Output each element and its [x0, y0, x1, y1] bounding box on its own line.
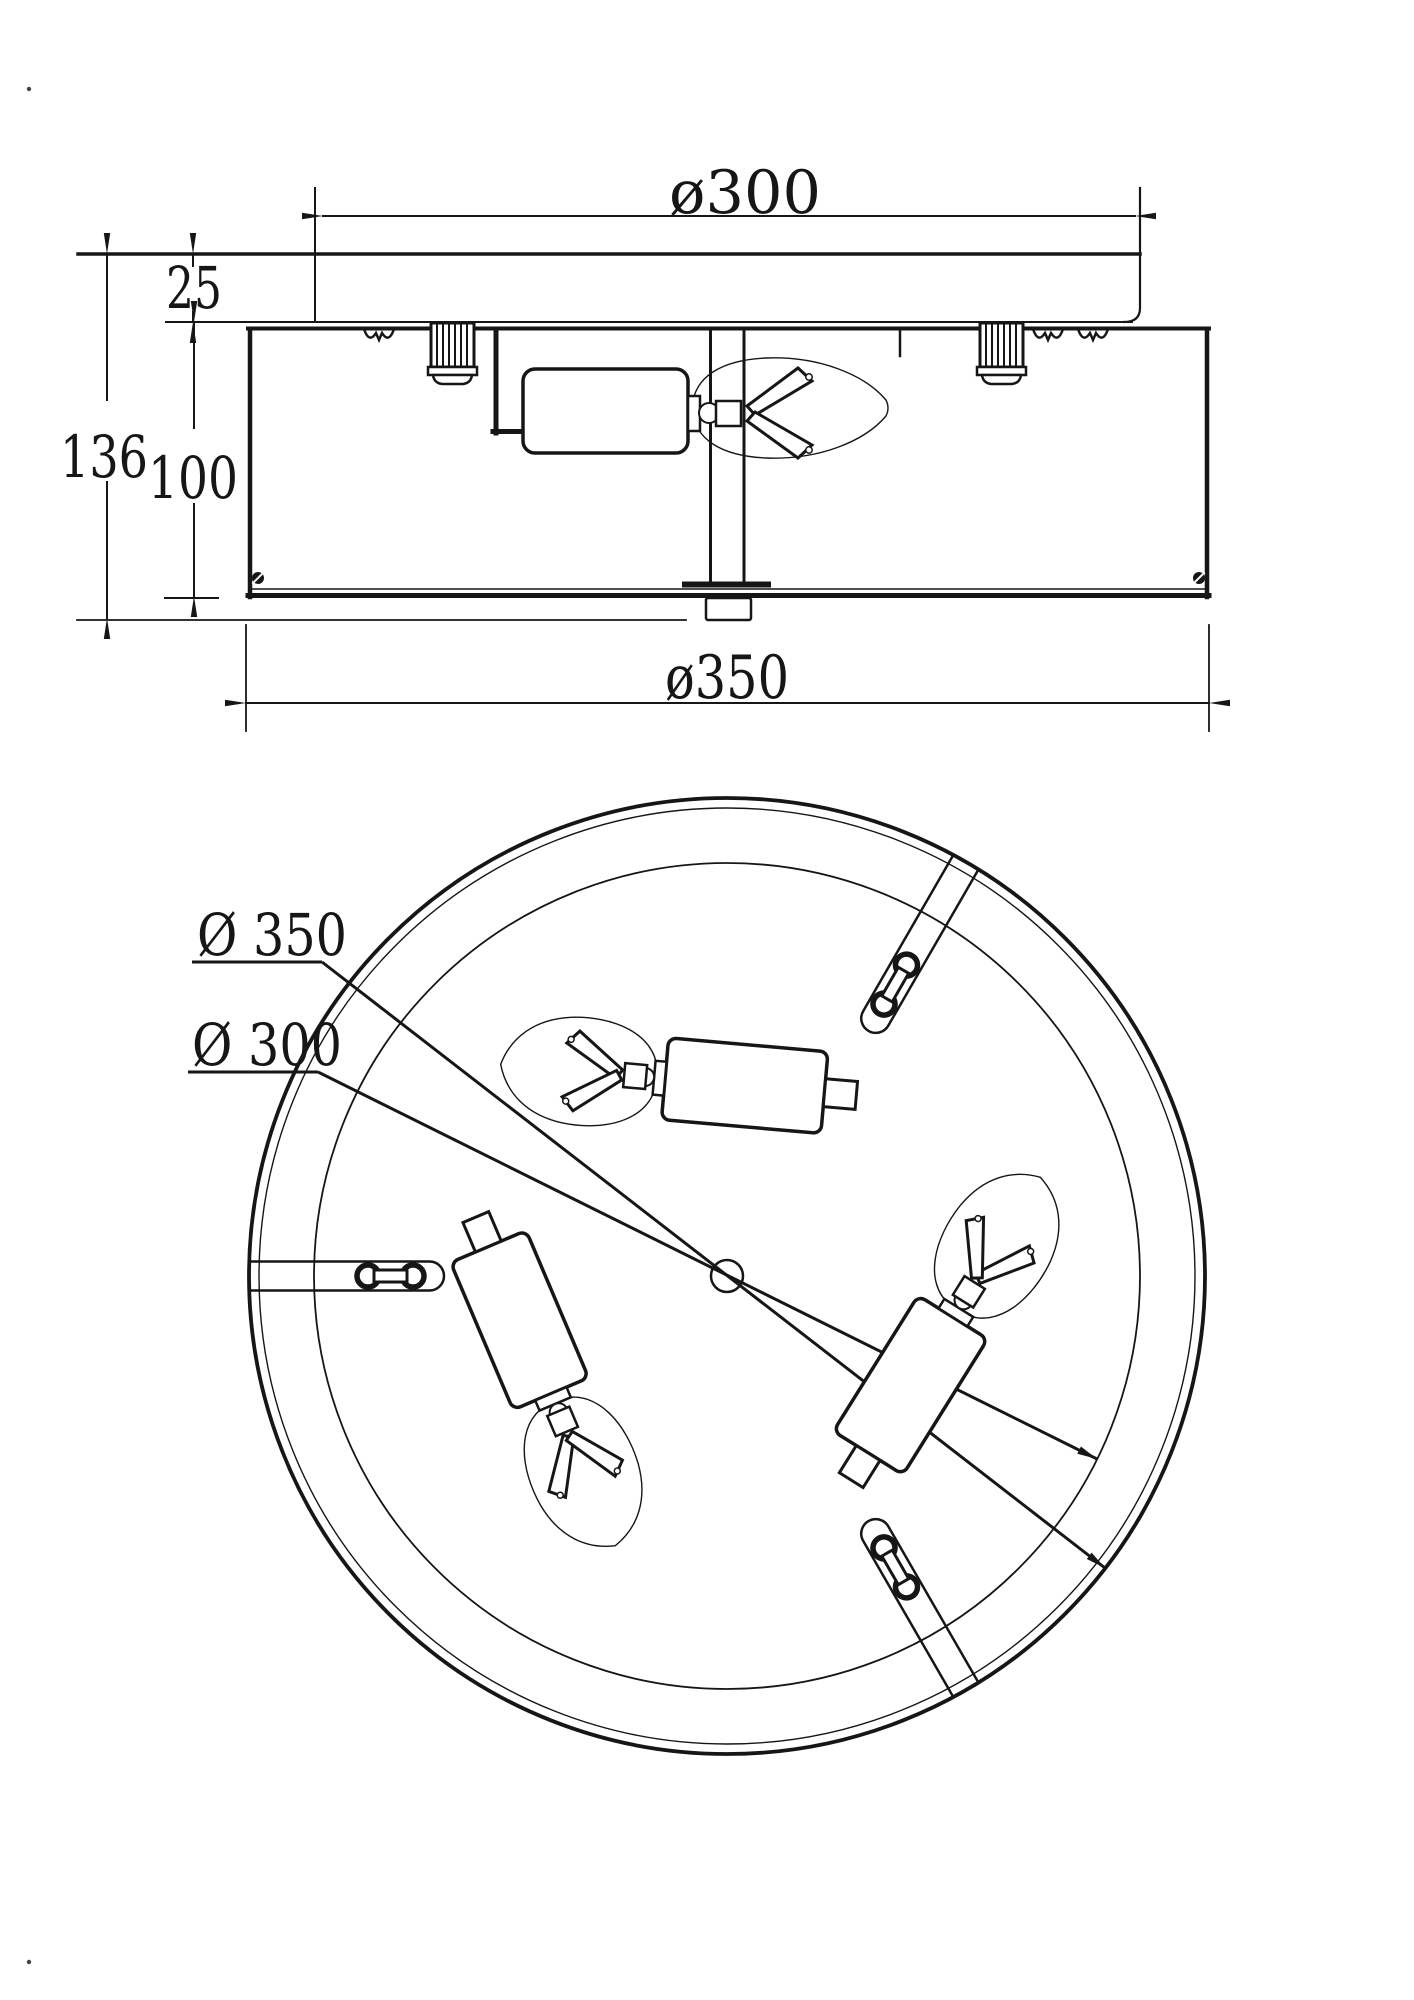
leader-inner-diameter: [188, 1072, 1097, 1459]
leader-arrowhead: [1077, 1447, 1097, 1460]
shade-corner-screw-left: [252, 572, 264, 584]
socket-box: [523, 369, 688, 453]
clip-right-a: [1033, 329, 1063, 340]
side-view: [60, 158, 1209, 731]
dim-label-bottom-diameter: ø350: [665, 643, 789, 713]
mount-slot-bottom: [856, 1514, 979, 1697]
label-outer-diameter: Ø 350: [197, 901, 347, 969]
dim-label-total-height: 136: [60, 423, 148, 491]
central-lamp: [493, 329, 888, 458]
label-inner-diameter: Ø 300: [192, 1011, 342, 1079]
corner-dot-top: [27, 87, 31, 91]
corner-dot-bottom: [27, 1960, 31, 1964]
mount-slot-left: [249, 1262, 444, 1291]
dim-canopy-height: [166, 254, 222, 322]
lamp-top: [496, 1011, 861, 1150]
mount-slot-top-right: [856, 855, 979, 1038]
lamp-holder-left: [428, 323, 477, 384]
dim-label-shade-height: 100: [148, 444, 238, 512]
bulb-base-joint: [688, 368, 812, 458]
dim-shade-height: [148, 322, 238, 598]
dim-top-diameter: [323, 158, 1135, 228]
clip-left-a: [364, 329, 394, 340]
dim-bottom-diameter: [246, 625, 1209, 731]
clip-right-b: [1078, 329, 1108, 340]
lamp-holder-right: [977, 323, 1026, 384]
lamp-right: [805, 1149, 1086, 1509]
dim-label-canopy-height: 25: [166, 254, 222, 322]
shade-corner-screw-right: [1193, 572, 1205, 584]
dim-total-height: [60, 254, 148, 618]
finial-knob: [706, 598, 751, 620]
dim-label-top-diameter: ø300: [669, 158, 821, 228]
bottom-view: [188, 798, 1205, 1754]
lamp-bottom-left: [426, 1196, 665, 1567]
